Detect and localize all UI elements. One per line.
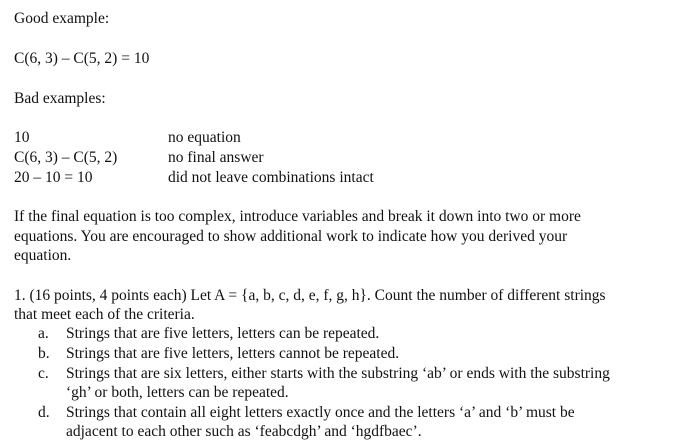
good-example-heading: Good example: xyxy=(14,10,110,27)
part-marker: a. xyxy=(38,325,49,342)
question-stem-line-1: 1. (16 points, 4 points each) Let A = {a, b, c, d, e, f, g, h}. Count the number of different strings xyxy=(14,287,606,304)
bad-examples-heading: Bad examples: xyxy=(14,90,106,107)
bad-example-reason: did not leave combinations intact xyxy=(168,169,374,186)
instruction-line-2: equations. You are encouraged to show additional work to indicate how you derived your xyxy=(14,228,568,245)
part-marker: c. xyxy=(38,365,49,382)
part-marker: b. xyxy=(38,345,50,362)
bad-example-reason: no final answer xyxy=(168,149,264,166)
question-stem-line-2: that meet each of the criteria. xyxy=(14,306,195,323)
part-marker: d. xyxy=(38,404,50,421)
instruction-line-3: equation. xyxy=(14,247,72,264)
part-text: Strings that contain all eight letters exactly once and the letters ‘a’ and ‘b’ must be xyxy=(66,404,575,421)
bad-example-expression: 10 xyxy=(14,129,30,146)
part-text: adjacent to each other such as ‘feabcdgh’ and ‘hgdfbaec’. xyxy=(66,423,422,440)
good-example-equation: C(6, 3) – C(5, 2) = 10 xyxy=(14,50,150,67)
instruction-line-1: If the final equation is too complex, introduce variables and break it down into two or more xyxy=(14,208,581,225)
part-text: Strings that are six letters, either starts with the substring ‘ab’ or ends with the substring xyxy=(66,365,610,382)
bad-example-expression: C(6, 3) – C(5, 2) xyxy=(14,149,118,166)
part-text: ‘gh’ or both, letters can be repeated. xyxy=(66,384,289,401)
part-text: Strings that are five letters, letters cannot be repeated. xyxy=(66,345,400,362)
bad-example-reason: no equation xyxy=(168,129,241,146)
bad-example-expression: 20 – 10 = 10 xyxy=(14,169,93,186)
part-text: Strings that are five letters, letters can be repeated. xyxy=(66,325,380,342)
